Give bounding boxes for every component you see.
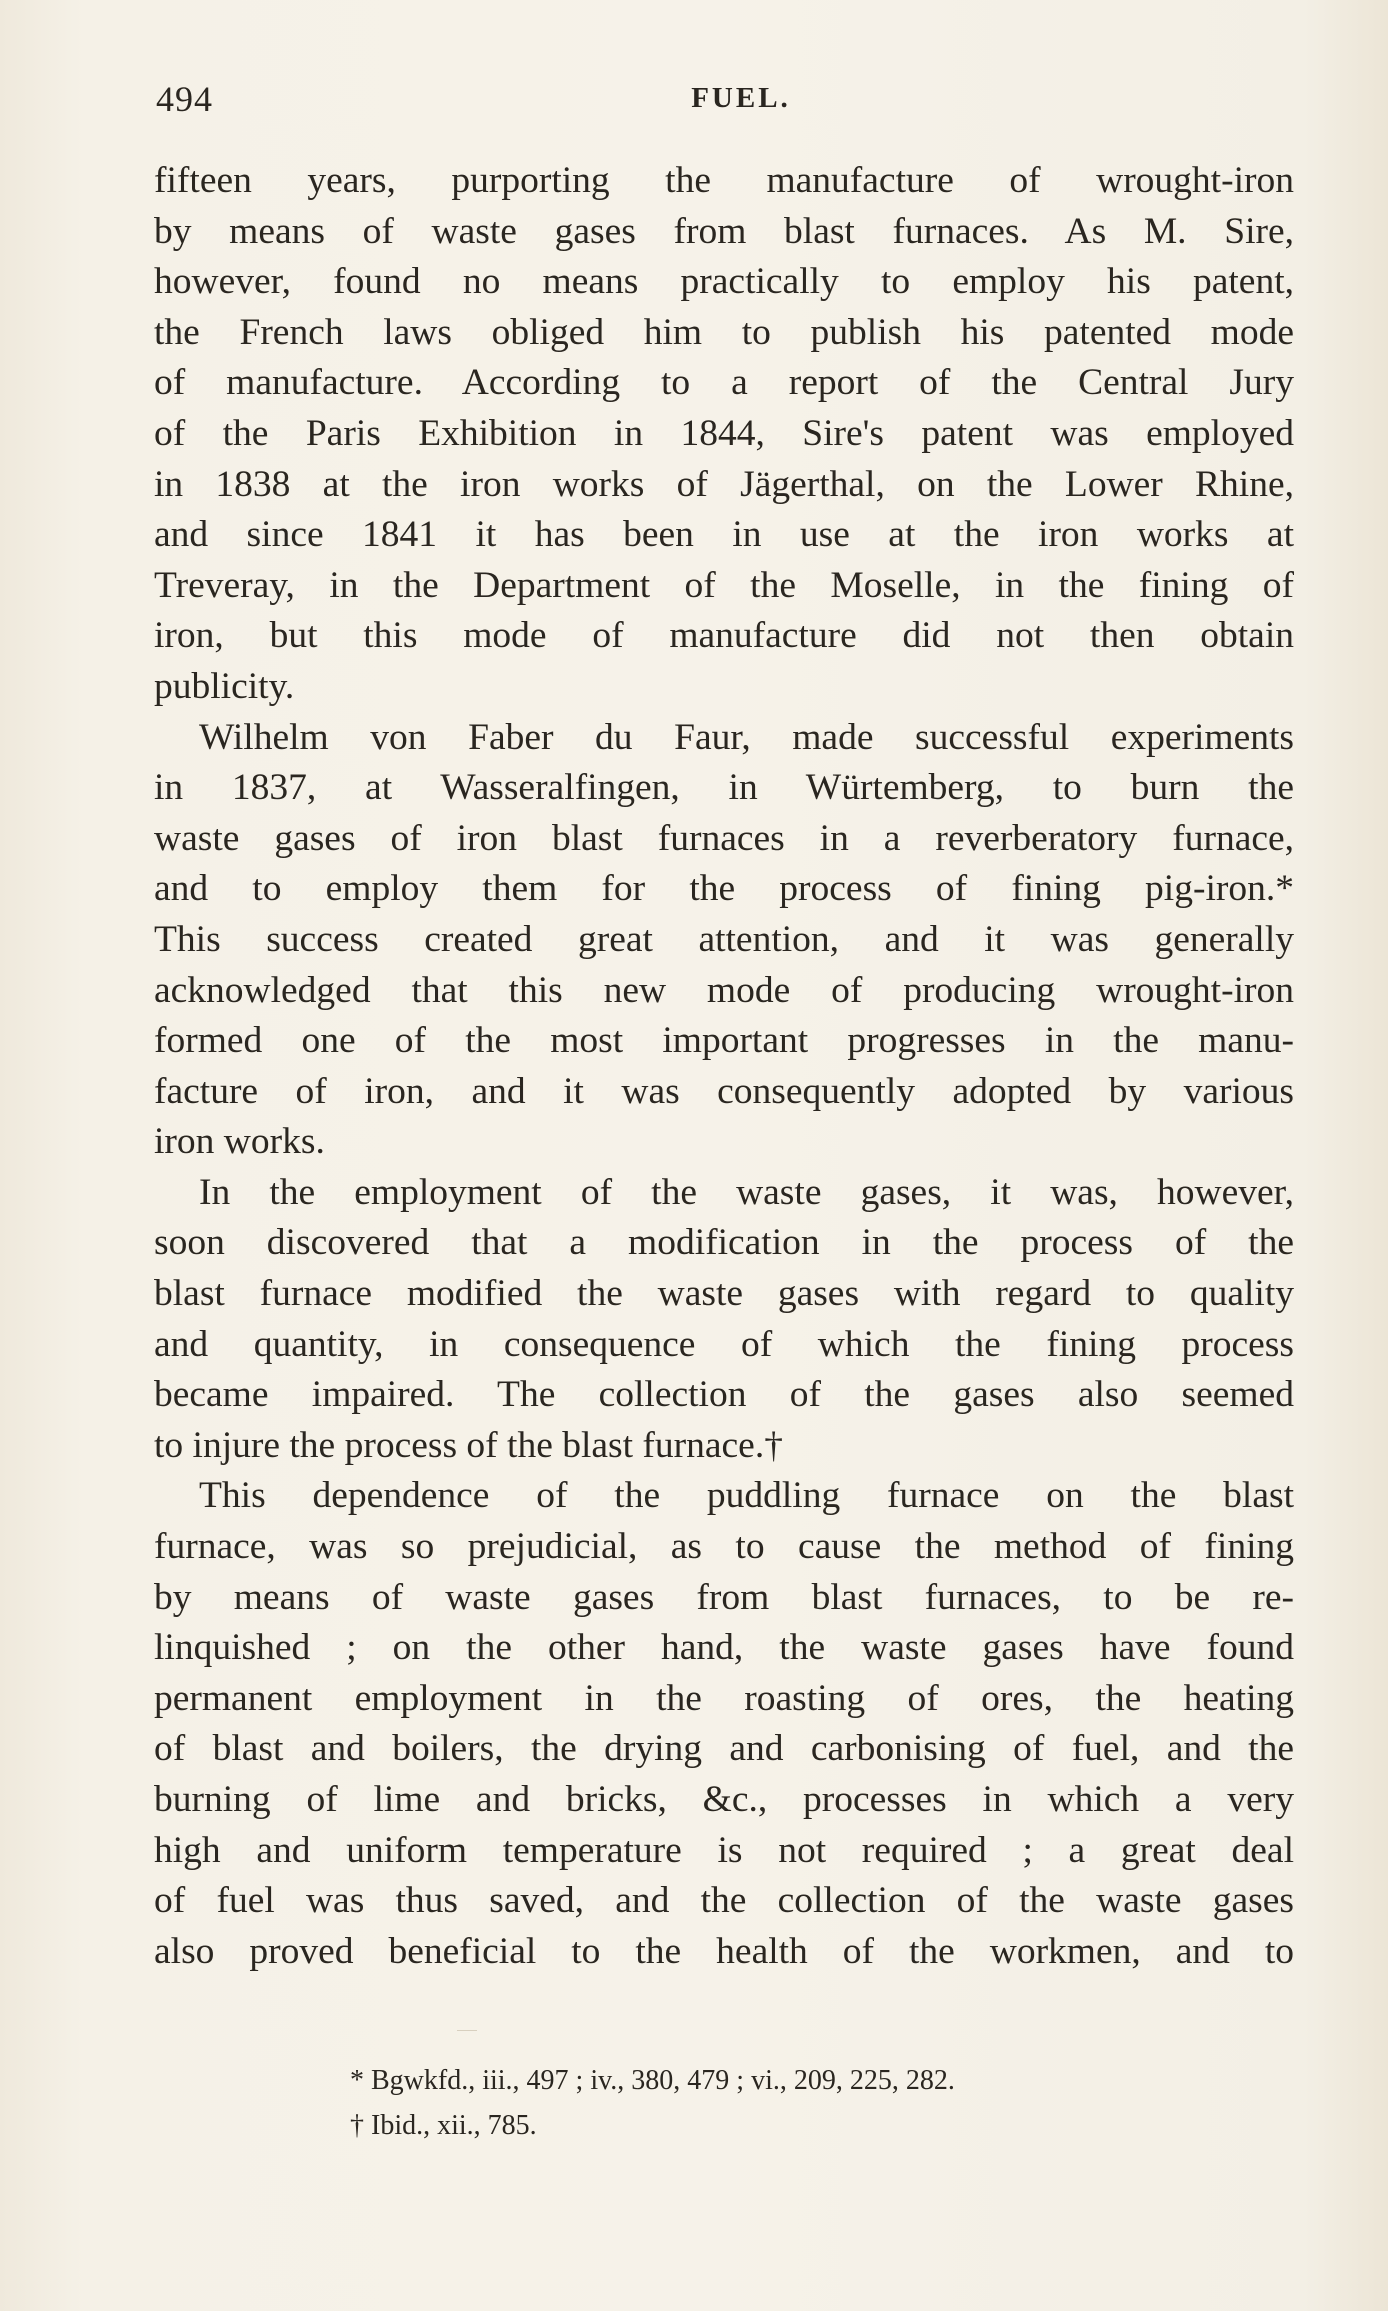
text-line: the French laws obliged him to publish his patented mode <box>154 311 1294 353</box>
text-line: high and uniform temperature is not required ; a great deal <box>154 1829 1294 1871</box>
text-line: Wilhelm von Faber du Faur, made successful experiments <box>199 716 1294 758</box>
text-line: blast furnace modified the waste gases with regard to quality <box>154 1273 1294 1315</box>
running-head: FUEL. <box>691 82 791 114</box>
text-line: fifteen years, purporting the manufacture of wrought-iron <box>154 160 1294 201</box>
text-line: iron, but this mode of manufacture did not then obtain <box>154 615 1294 657</box>
text-line: of manufacture. According to a report of the Central Jury <box>154 362 1294 404</box>
body-text <box>154 156 1294 1977</box>
text-line: and since 1841 it has been in use at the iron works at <box>154 514 1294 556</box>
text-line: facture of iron, and it was consequently adopted by various <box>154 1070 1294 1112</box>
text-line: became impaired. The collection of the gases also seemed <box>154 1374 1294 1416</box>
text-line: iron works. <box>154 1121 325 1163</box>
text-line: of fuel was thus saved, and the collection of the waste gases <box>154 1880 1294 1922</box>
text-line: Treveray, in the Department of the Moselle, in the fining of <box>154 564 1294 606</box>
page-header <box>156 78 1296 128</box>
page-number: 494 <box>156 79 213 119</box>
paragraph <box>154 1168 1294 1472</box>
text-line: of the Paris Exhibition in 1844, Sire's patent was employed <box>154 412 1294 454</box>
text-line: acknowledged that this new mode of producing wrought-iron <box>154 969 1294 1011</box>
text-line: by means of waste gases from blast furnaces. As M. Sire, <box>154 210 1294 252</box>
footnote: † Ibid., xii., 785. <box>350 2110 537 2141</box>
footnotes <box>350 2058 1250 2148</box>
text-line: This dependence of the puddling furnace on the blast <box>199 1475 1294 1517</box>
text-line: of blast and boilers, the drying and carbonising of fuel, and the <box>154 1728 1294 1770</box>
text-line: soon discovered that a modification in the process of the <box>154 1222 1294 1264</box>
footnote: * Bgwkfd., iii., 497 ; iv., 380, 479 ; vi., 209, 225, 282. <box>350 2065 955 2096</box>
text-line: and to employ them for the process of fining pig-iron.* <box>154 868 1294 910</box>
text-line: and quantity, in consequence of which the fining process <box>154 1323 1294 1365</box>
text-line: in 1838 at the iron works of Jägerthal, on the Lower Rhine, <box>154 463 1294 505</box>
text-line: furnace, was so prejudicial, as to cause the method of fining <box>154 1526 1294 1568</box>
text-line: also proved beneficial to the health of the workmen, and to <box>154 1930 1294 1972</box>
text-line: publicity. <box>154 665 295 707</box>
paragraph <box>154 1471 1294 1977</box>
footnote-rule <box>457 2030 477 2031</box>
text-line: in 1837, at Wasseralfingen, in Würtemberg, to burn the <box>154 767 1294 809</box>
text-line: by means of waste gases from blast furnaces, to be re- <box>154 1576 1294 1618</box>
text-line: In the employment of the waste gases, it was, however, <box>199 1171 1294 1213</box>
text-line: This success created great attention, and it was generally <box>154 918 1294 960</box>
text-line: however, found no means practically to employ his patent, <box>154 261 1294 303</box>
paragraph <box>154 713 1294 1168</box>
text-line: burning of lime and bricks, &c., processes in which a very <box>154 1779 1294 1820</box>
text-line: linquished ; on the other hand, the waste gases have found <box>154 1627 1294 1669</box>
paragraph <box>154 156 1294 713</box>
text-line: permanent employment in the roasting of ores, the heating <box>154 1677 1294 1719</box>
text-line: waste gases of iron blast furnaces in a reverberatory furnace, <box>154 817 1294 859</box>
text-line: to injure the process of the blast furnace.† <box>154 1424 783 1466</box>
text-line: formed one of the most important progresses in the manu- <box>154 1020 1294 1062</box>
